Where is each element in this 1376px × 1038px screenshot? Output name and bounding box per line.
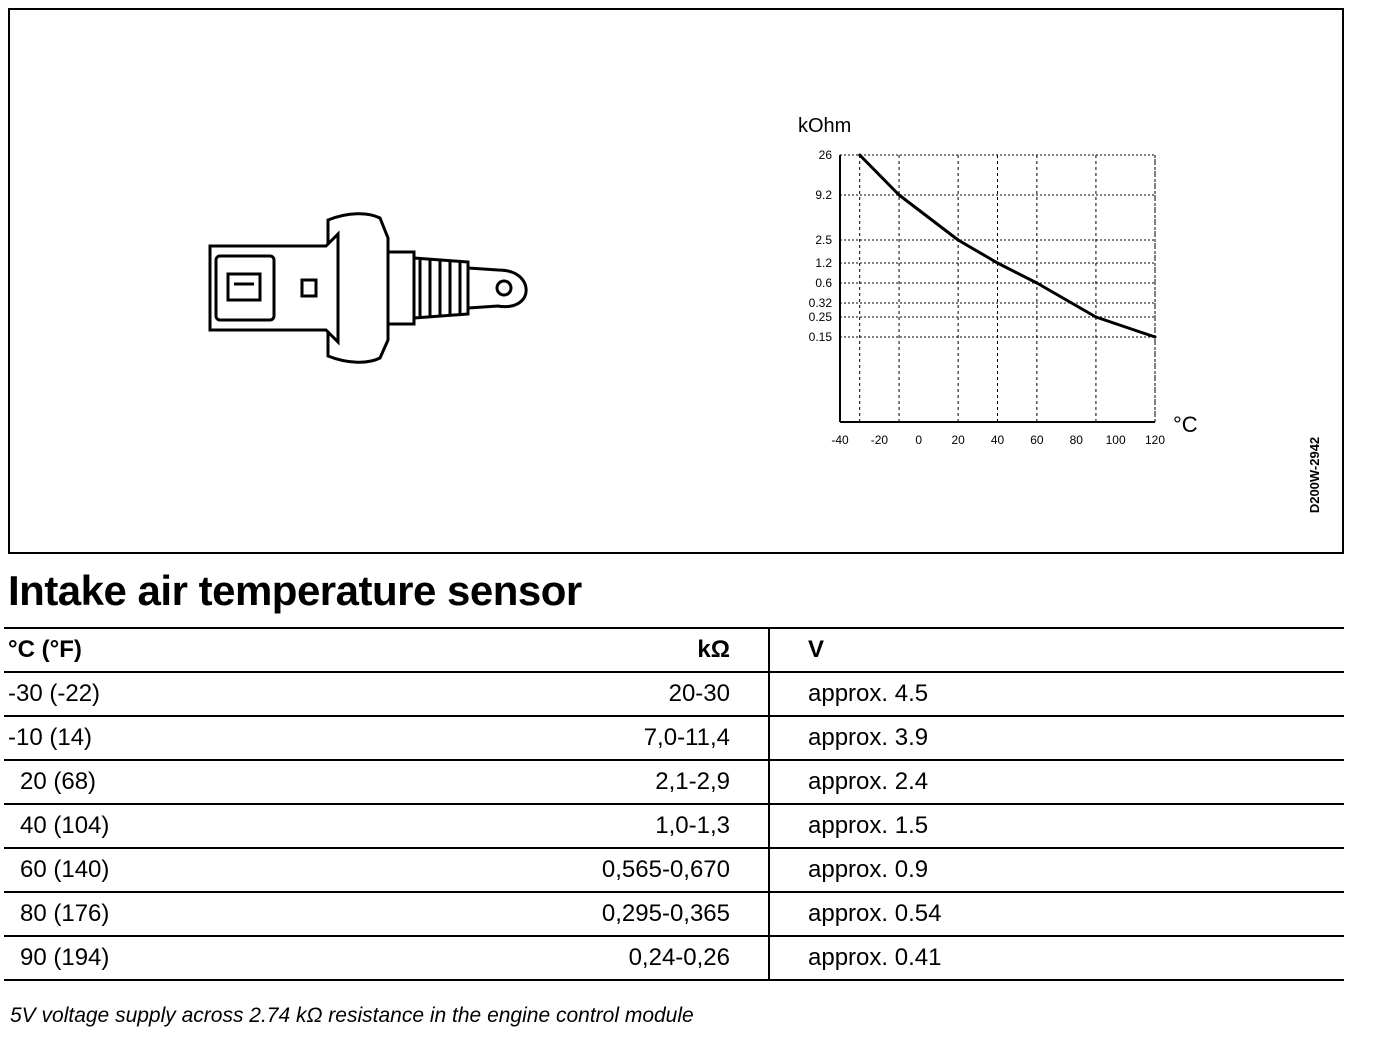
y-tick-label: 2.5 [815, 233, 832, 247]
cell-resistance: 1,0-1,3 [540, 804, 769, 848]
sensor-illustration [198, 208, 538, 368]
cell-resistance: 0,24-0,26 [540, 936, 769, 980]
x-tick-label: 40 [990, 433, 1005, 447]
y-axis-unit: kOhm [798, 115, 852, 137]
data-point [1035, 282, 1038, 285]
table-row [4, 716, 1344, 760]
cell-resistance: 20-30 [540, 672, 769, 716]
cell-voltage: approx. 1.5 [808, 812, 929, 839]
figure-code: D200W-2942 [1307, 436, 1322, 514]
resistance-graph [770, 110, 1230, 460]
data-point [1094, 316, 1097, 319]
cell-voltage: approx. 0.54 [808, 900, 942, 927]
y-tick-label: 0.25 [808, 310, 832, 324]
page-title: Intake air temperature sensor [8, 567, 582, 614]
x-tick-label: -40 [831, 433, 849, 447]
y-tick-label: 1.2 [815, 256, 832, 270]
table-row [4, 760, 1344, 804]
x-tick-label: 120 [1144, 433, 1166, 447]
cell-resistance: 0,295-0,365 [540, 892, 769, 936]
table-row [4, 804, 1344, 848]
x-axis-unit: °C [1173, 412, 1198, 437]
col-header-resistance: kΩ [540, 628, 769, 672]
cell-resistance: 2,1-2,9 [540, 760, 769, 804]
x-tick-label: 0 [915, 433, 923, 447]
y-tick-label: 26 [818, 148, 832, 162]
x-tick-label: 100 [1105, 433, 1126, 447]
y-tick-label: 0.15 [808, 330, 832, 344]
table-row [4, 672, 1344, 716]
cell-voltage: approx. 0.41 [808, 944, 942, 971]
x-tick-label: 20 [951, 433, 965, 447]
cell-temperature: 60 (140) [20, 856, 110, 883]
figure-panel [8, 8, 1344, 554]
data-point [996, 262, 999, 265]
cell-temperature: 40 (104) [20, 812, 110, 839]
cell-resistance: 0,565-0,670 [540, 848, 769, 892]
col-header-temperature: °C (°F) [8, 636, 82, 663]
col-header-voltage: V [808, 636, 825, 663]
y-tick-label: 9.2 [815, 188, 832, 202]
table-row [4, 892, 1344, 936]
cell-voltage: approx. 3.9 [808, 724, 929, 751]
table-row [4, 848, 1344, 892]
table-row [4, 936, 1344, 980]
y-tick-label: 0.32 [808, 296, 832, 310]
data-point [898, 194, 901, 197]
cell-resistance: 7,0-11,4 [540, 716, 769, 760]
cell-temperature: 80 (176) [20, 900, 110, 927]
data-point [957, 239, 960, 242]
x-tick-label: 80 [1069, 433, 1083, 447]
data-point [858, 154, 861, 157]
cell-temperature: -10 (14) [8, 724, 93, 751]
cell-temperature: -30 (-22) [8, 680, 101, 707]
y-tick-label: 0.6 [815, 276, 832, 290]
resistance-curve [860, 155, 1155, 337]
cell-voltage: approx. 4.5 [808, 680, 929, 707]
cell-voltage: approx. 2.4 [808, 768, 929, 795]
cell-temperature: 20 (68) [20, 768, 97, 795]
cell-voltage: approx. 0.9 [808, 856, 929, 883]
x-tick-label: -20 [870, 433, 889, 447]
footnote: 5V voltage supply across 2.74 kΩ resistance in the engine control module [10, 1004, 694, 1027]
x-tick-label: 60 [1030, 433, 1044, 447]
table-header-row [4, 628, 1344, 672]
cell-temperature: 90 (194) [20, 944, 110, 971]
sensor-table [4, 627, 1344, 981]
data-point [1154, 336, 1157, 339]
